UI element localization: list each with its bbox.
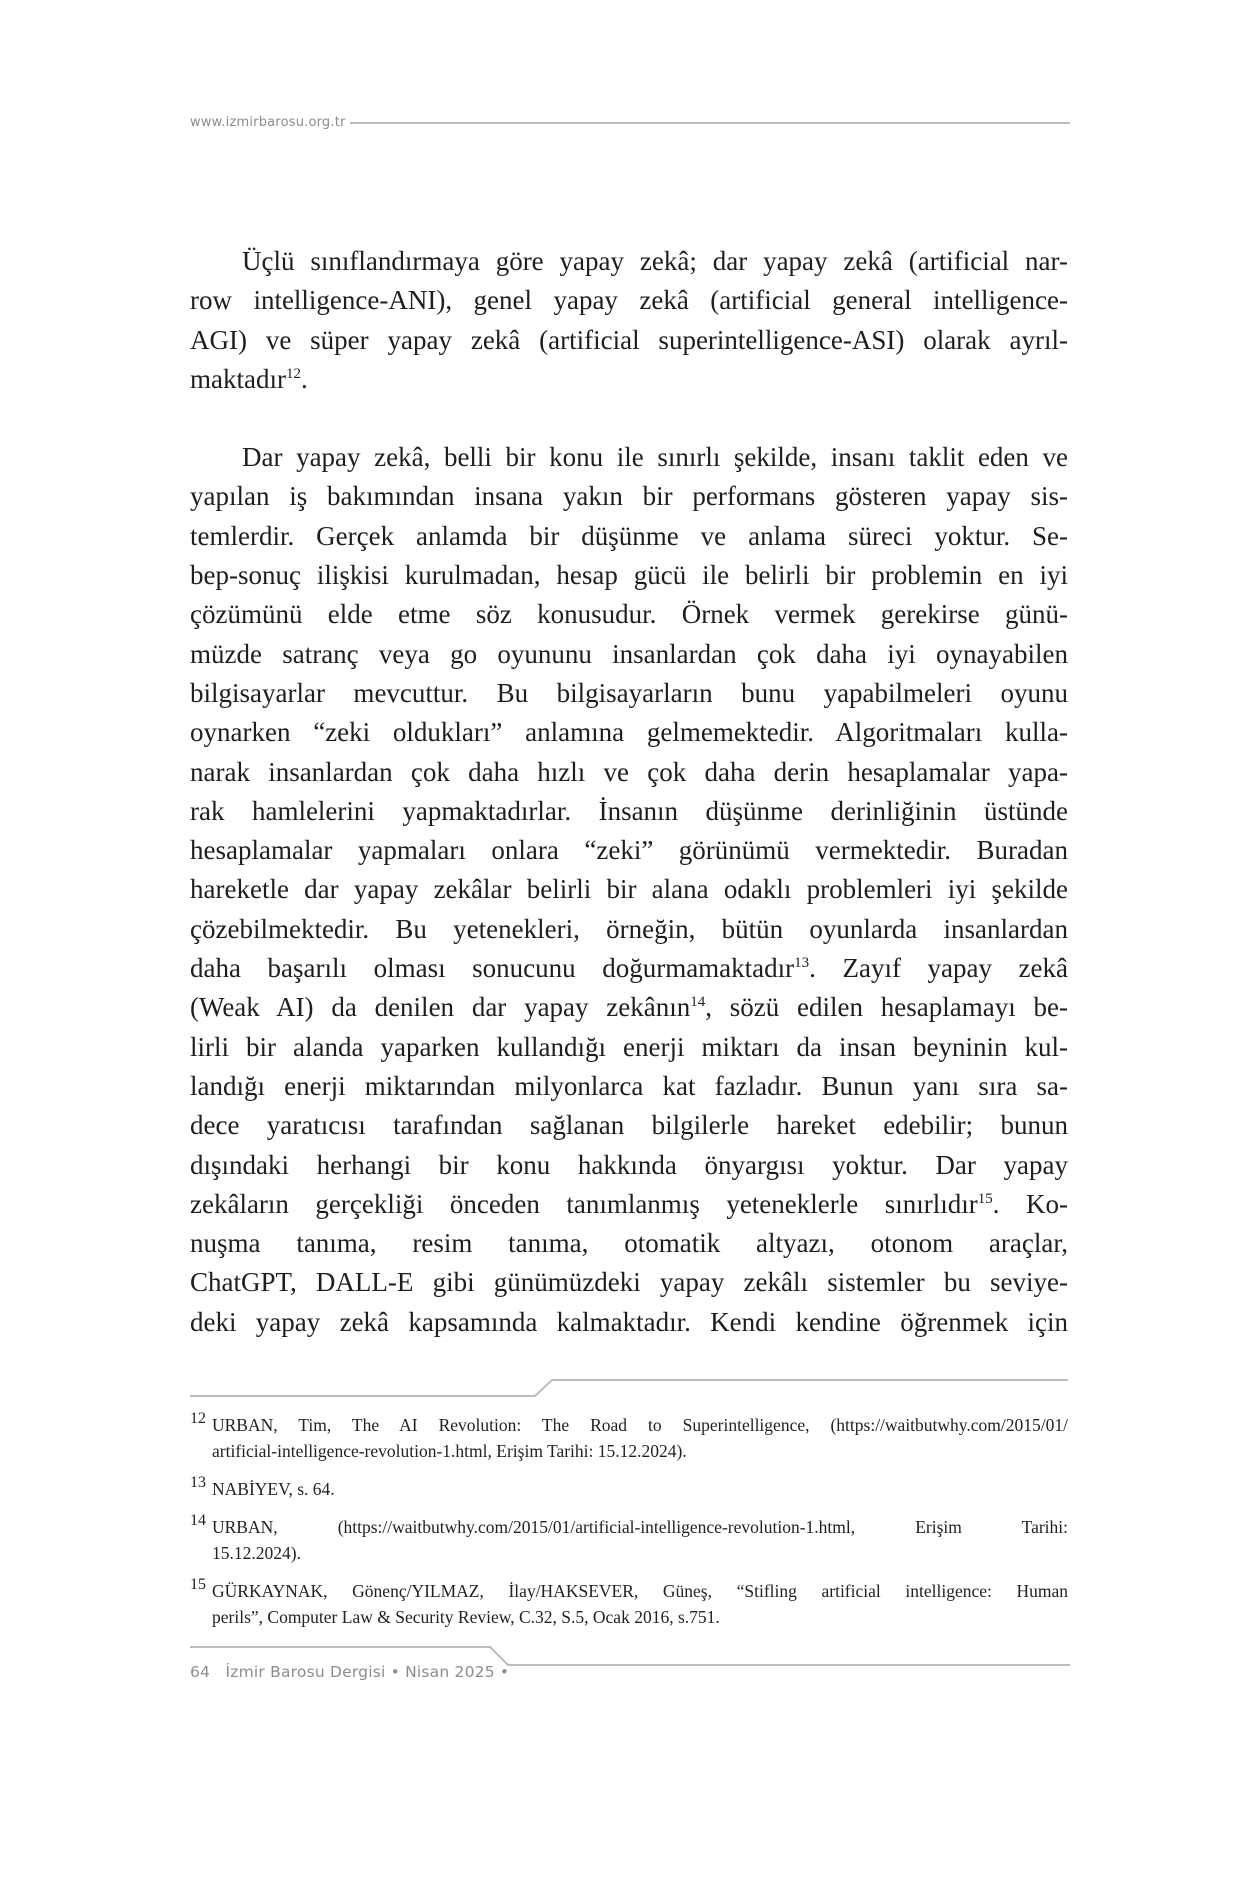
footnotes [190,1412,1068,1642]
text-line: zekâların gerçekliği önceden tanımlanmış yeteneklerle sınırlıdır$^{15}$. Ko- [190,1188,1068,1219]
footnote-number: 15 [190,1576,206,1593]
footnote-12 [190,1412,1068,1464]
footnote-14 [190,1514,1068,1566]
text-line: bilgisayarlar mevcuttur. Bu bilgisayarların bunu yapabilmeleri oyunu [190,677,1068,708]
footnote-ref-12[interactable]: 12 [285,365,301,382]
paragraph-1 [190,242,1068,399]
footnote-ref-13[interactable]: 13 [794,955,810,972]
page-header [190,110,1070,134]
text-line: (Weak AI) da denilen dar yapay zekânın$^{14}$, sözü edilen hesaplamayı be- [190,992,1068,1023]
text-line: landığı enerji miktarından milyonlarca kat fazladır. Bunun yanı sıra sa- [190,1070,1068,1101]
footer-text: 64 İzmir Barosu Dergisi • Nisan 2025 • [190,1663,510,1681]
text-line: maktadır$^{12}$. [190,363,308,394]
footnote-line: GÜRKAYNAK, Gönenç/YILMAZ, İlay/HAKSEVER, Güneş, “Stifling artificial intelligence: Human [212,1581,1068,1601]
text-line: oynarken “zeki oldukları” anlamına gelmemektedir. Algoritmaları kulla- [190,717,1068,748]
text-line: lirli bir alanda yaparken kullandığı enerji miktarı da insan beyninin kul- [190,1031,1068,1062]
footnote-separator [190,1378,1068,1398]
text-line: hesaplamalar yapmaları onlara “zeki” görünümü vermektedir. Buradan [190,835,1068,866]
text-line: nuşma tanıma, resim tanıma, otomatik altyazı, otonom araçlar, [190,1228,1068,1259]
footnote-ref-14[interactable]: 14 [690,994,706,1011]
footnote-line: artificial-intelligence-revolution-1.html, Erişim Tarihi: 15.12.2024). [212,1441,687,1461]
text-line: çözümünü elde etme söz konusudur. Örnek vermek gerekirse günü- [190,599,1068,630]
paragraph-2 [190,438,1068,1342]
footnote-ref-15[interactable]: 15 [977,1190,993,1207]
footnote-number: 12 [190,1410,206,1427]
body-text [190,242,1068,1342]
text-line: müzde satranç veya go oyununu insanlardan çok daha iyi oynayabilen [190,638,1068,669]
text-line: Dar yapay zekâ, belli bir konu ile sınırlı şekilde, insanı taklit eden ve [242,442,1068,473]
text-line: AGI) ve süper yapay zekâ (artificial superintelligence-ASI) olarak ayrıl- [190,324,1068,355]
text-line: bep-sonuç ilişkisi kurulmadan, hesap gücü ile belirli bir problemin en iyi [190,560,1068,591]
text-line: hareketle dar yapay zekâlar belirli bir alana odaklı problemleri iyi şekilde [190,874,1068,905]
footnote-line: URBAN, (https://waitbutwhy.com/2015/01/artificial-intelligence-revolution-1.html, Erişim Tarihi: [212,1517,1068,1537]
text-line: temlerdir. Gerçek anlamda bir düşünme ve anlama süreci yoktur. Se- [190,520,1068,551]
text-line: deki yapay zekâ kapsamında kalmaktadır. Kendi kendine öğrenmek için [190,1306,1068,1337]
text-line: daha başarılı olması sonucunu doğurmamaktadır$^{13}$. Zayıf yapay zekâ [190,953,1069,984]
text-line: dışındaki herhangi bir konu hakkında önyargısı yoktur. Dar yapay [190,1149,1068,1180]
footnote-line: URBAN, Tim, The AI Revolution: The Road to Superintelligence, (https://waitbutwhy.com/2015/01/ [212,1415,1068,1435]
text-line: ChatGPT, DALL-E gibi günümüzdeki yapay zekâlı sistemler bu seviye- [190,1267,1068,1298]
footnote-number: 14 [190,1512,206,1529]
footnote-15 [190,1578,1068,1630]
text-line: Üçlü sınıflandırmaya göre yapay zekâ; dar yapay zekâ (artificial nar- [242,246,1068,276]
text-line: çözebilmektedir. Bu yetenekleri, örneğin, bütün oyunlarda insanlardan [190,913,1068,944]
text-line: dece yaratıcısı tarafından sağlanan bilgilerle hareket edebilir; bunun [190,1110,1068,1141]
page-footer [190,1645,1070,1685]
text-line: yapılan iş bakımından insana yakın bir performans gösteren yapay sis- [190,481,1068,512]
text-line: narak insanlardan çok daha hızlı ve çok daha derin hesaplamalar yapa- [190,756,1068,787]
header-rule [350,122,1070,124]
footnote-line: 15.12.2024). [212,1543,301,1563]
footnote-13 [190,1476,1068,1502]
footnote-line: perils”, Computer Law & Security Review, C.32, S.5, Ocak 2016, s.751. [212,1607,720,1627]
footnote-number: 13 [190,1474,206,1491]
text-line: row intelligence-ANI), genel yapay zekâ (artificial general intelligence- [190,285,1068,316]
header-url: www.izmirbarosu.org.tr [190,114,346,130]
footnote-line: NABİYEV, s. 64. [212,1479,335,1499]
text-line: rak hamlelerini yapmaktadırlar. İnsanın düşünme derinliğinin üstünde [190,795,1068,826]
